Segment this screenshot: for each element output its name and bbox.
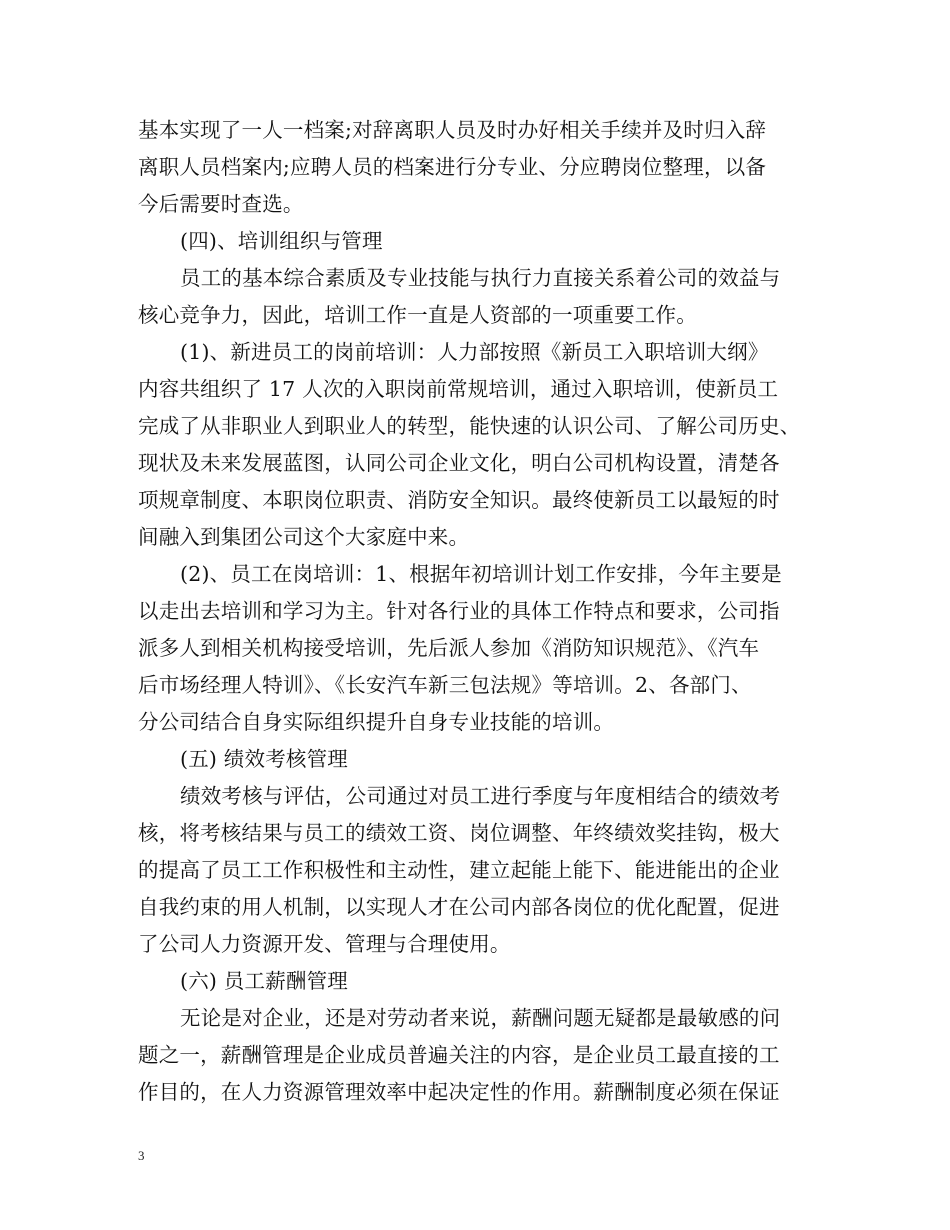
text-line: 间融入到集团公司这个大家庭中来。	[138, 525, 470, 549]
paragraph	[138, 1000, 818, 1111]
text-line: 分公司结合自身实际组织提升自身专业技能的培训。	[138, 710, 615, 734]
text-line: (1)、新进员工的岗前培训：人力部按照《新员工入职培训大纲》	[180, 340, 769, 364]
paragraph	[138, 334, 818, 556]
paragraph	[138, 112, 818, 223]
section-heading	[138, 741, 818, 778]
paragraph	[138, 556, 818, 741]
text-line: 题之一，薪酬管理是企业成员普遍关注的内容，是企业员工最直接的工	[138, 1043, 780, 1067]
paragraph	[138, 260, 818, 334]
text-line: 核，将考核结果与员工的绩效工资、岗位调整、年终绩效奖挂钩，极大	[138, 821, 780, 845]
section-heading	[138, 963, 818, 1000]
text-line: (四)、培训组织与管理	[180, 229, 383, 253]
text-line: 离职人员档案内;应聘人员的档案进行分专业、分应聘岗位整理，以备	[138, 155, 767, 179]
text-line: 派多人到相关机构接受培训，先后派人参加《消防知识规范》、《汽车	[138, 636, 760, 660]
text-line: (六) 员工薪酬管理	[180, 969, 349, 993]
page-number: 3	[138, 1148, 145, 1163]
text-line: 项规章制度、本职岗位职责、消防安全知识。最终使新员工以最短的时	[138, 488, 780, 512]
text-line: 无论是对企业，还是对劳动者来说，薪酬问题无疑都是最敏感的问	[180, 1006, 781, 1030]
text-line: 自我约束的用人机制，以实现人才在公司内部各岗位的优化配置，促进	[138, 895, 780, 919]
paragraph	[138, 778, 818, 963]
text-line: 后市场经理人特训》、《长安汽车新三包法规》等培训。2、各部门、	[138, 673, 752, 697]
document-body	[138, 112, 818, 1111]
text-line: 了公司人力资源开发、管理与合理使用。	[138, 932, 511, 956]
text-line: 核心竞争力，因此，培训工作一直是人资部的一项重要工作。	[138, 303, 697, 327]
text-line: 绩效考核与评估，公司通过对员工进行季度与年度相结合的绩效考	[180, 784, 781, 808]
text-line: 今后需要时查选。	[138, 192, 304, 216]
text-line: 的提高了员工工作积极性和主动性，建立起能上能下、能进能出的企业	[138, 858, 780, 882]
text-line: (2)、员工在岗培训：1、根据年初培训计划工作安排，今年主要是	[180, 562, 782, 586]
text-line: 内容共组织了 17 人次的入职岗前常规培训，通过入职培训，使新员工	[138, 377, 779, 401]
text-line: 完成了从非职业人到职业人的转型，能快速的认识公司、了解公司历史、	[138, 414, 801, 438]
text-line: 作目的，在人力资源管理效率中起决定性的作用。薪酬制度必须在保证	[138, 1080, 780, 1104]
text-line: (五) 绩效考核管理	[180, 747, 349, 771]
text-line: 员工的基本综合素质及专业技能与执行力直接关系着公司的效益与	[180, 266, 781, 290]
text-line: 现状及未来发展蓝图，认同公司企业文化，明白公司机构设置，清楚各	[138, 451, 780, 475]
text-line: 基本实现了一人一档案;对辞离职人员及时办好相关手续并及时归入辞	[138, 118, 767, 142]
section-heading	[138, 223, 818, 260]
text-line: 以走出去培训和学习为主。针对各行业的具体工作特点和要求，公司指	[138, 599, 780, 623]
